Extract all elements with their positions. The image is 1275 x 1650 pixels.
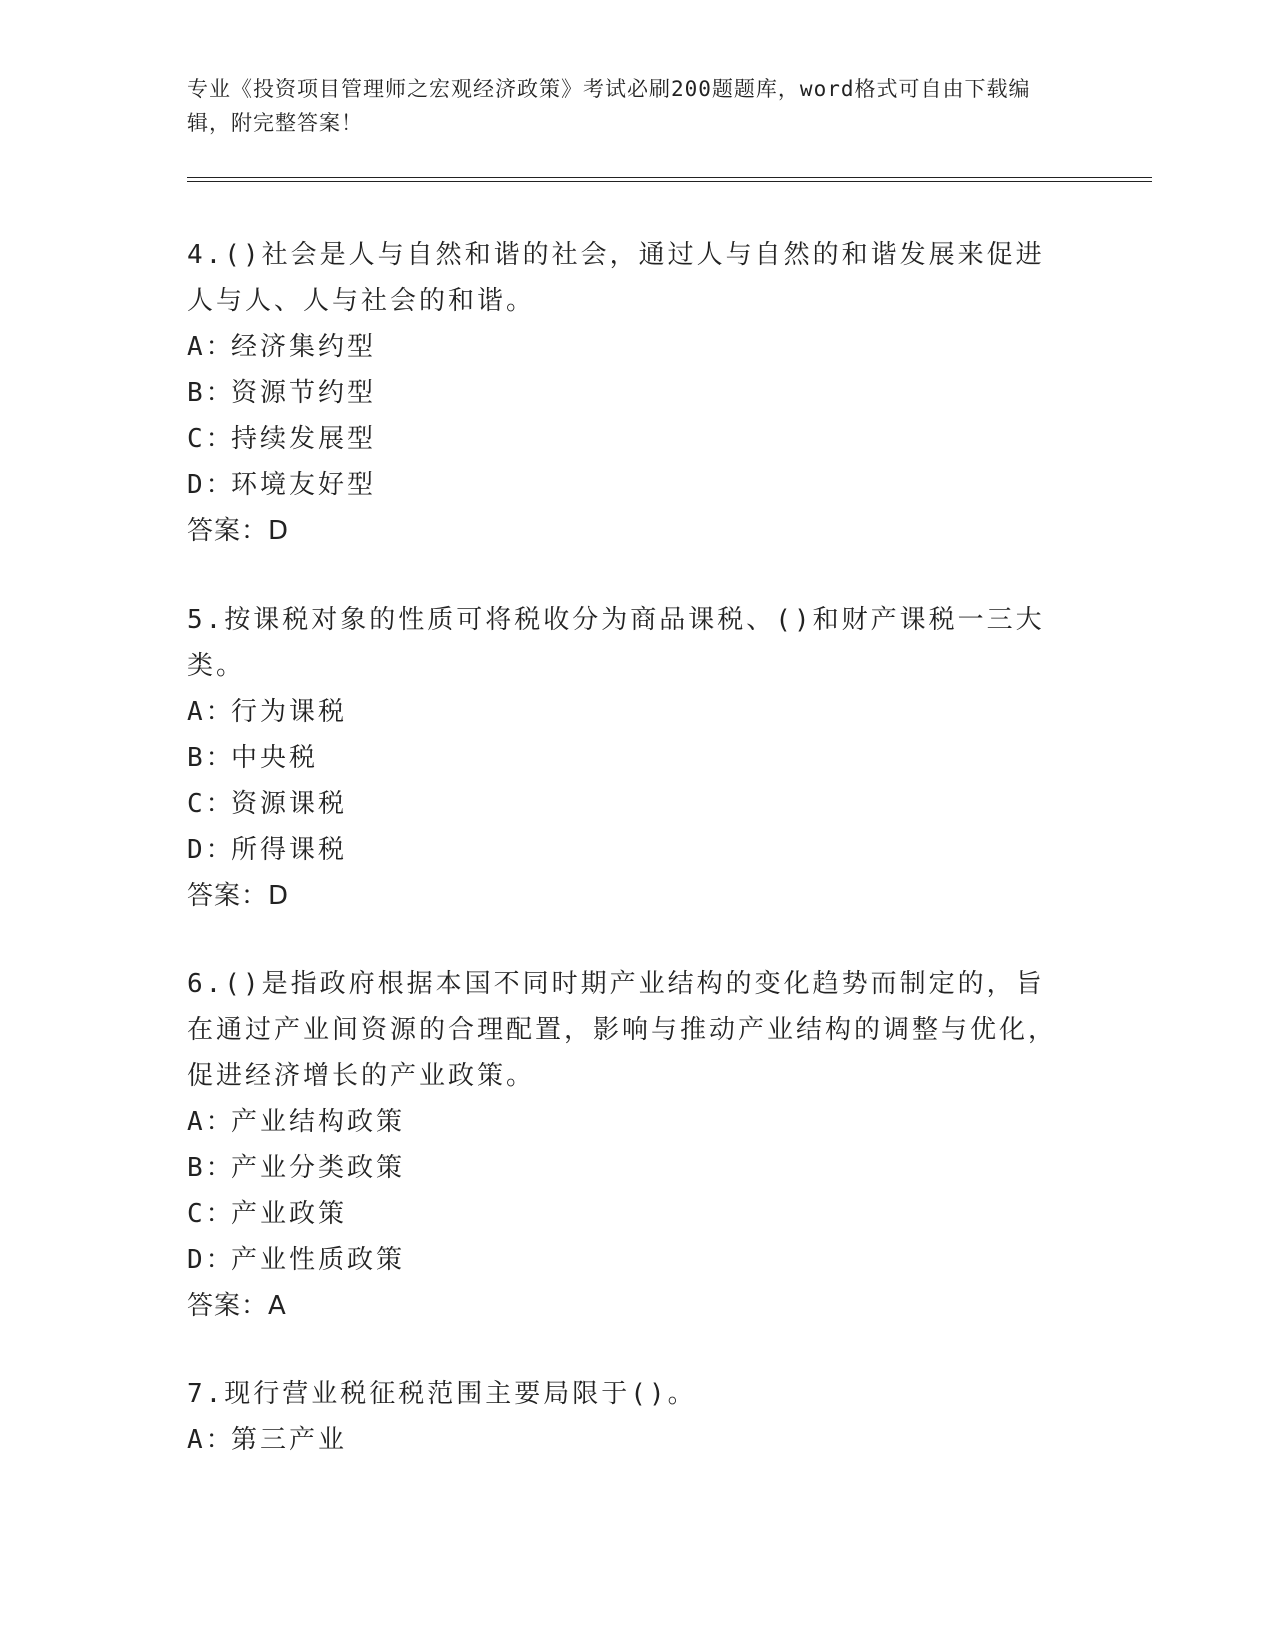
question-stem: 7.现行营业税征税范围主要局限于()。	[187, 1379, 697, 1409]
question-6	[187, 961, 1067, 1329]
option-text: 行为课税	[231, 697, 348, 727]
option-label: A：	[187, 697, 235, 727]
option-b	[187, 1145, 1067, 1191]
option-text: 资源节约型	[231, 378, 377, 408]
option-label: D：	[187, 1245, 235, 1275]
answer: 答案：D	[187, 881, 290, 911]
option-text: 产业性质政策	[231, 1245, 406, 1275]
option-text: 资源课税	[231, 789, 348, 819]
option-text: 所得课税	[231, 835, 348, 865]
option-label: C：	[187, 424, 235, 454]
question-4	[187, 232, 1067, 554]
option-d	[187, 1237, 1067, 1283]
option-text: 第三产业	[231, 1425, 348, 1455]
answer: 答案：D	[187, 516, 290, 546]
option-text: 经济集约型	[231, 332, 377, 362]
question-stem: 4.()社会是人与自然和谐的社会，通过人与自然的和谐发展来促进人与人、人与社会的和谐。	[187, 240, 1045, 316]
document-header: 专业《投资项目管理师之宏观经济政策》考试必刷200题题库，word格式可自由下载编辑，附完整答案！	[187, 77, 1031, 135]
answer: 答案：A	[187, 1291, 287, 1321]
option-c	[187, 1191, 1067, 1237]
option-label: B：	[187, 378, 235, 408]
option-label: D：	[187, 470, 235, 500]
option-c	[187, 781, 1067, 827]
option-label: C：	[187, 1199, 235, 1229]
option-label: B：	[187, 1153, 235, 1183]
option-a	[187, 689, 1067, 735]
option-a	[187, 324, 1067, 370]
option-label: A：	[187, 1107, 235, 1137]
option-text: 环境友好型	[231, 470, 377, 500]
option-a	[187, 1417, 1067, 1463]
option-text: 中央税	[231, 743, 319, 773]
option-label: B：	[187, 743, 235, 773]
option-label: C：	[187, 789, 235, 819]
option-label: D：	[187, 835, 235, 865]
question-5	[187, 597, 1067, 919]
option-text: 产业分类政策	[231, 1153, 406, 1183]
option-text: 产业结构政策	[231, 1107, 406, 1137]
option-c	[187, 416, 1067, 462]
question-stem: 6.()是指政府根据本国不同时期产业结构的变化趋势而制定的，旨在通过产业间资源的合理配置，影响与推动产业结构的调整与优化，促进经济增长的产业政策。	[187, 969, 1058, 1091]
option-label: A：	[187, 332, 235, 362]
option-d	[187, 462, 1067, 508]
question-stem: 5.按课税对象的性质可将税收分为商品课税、()和财产课税一三大类。	[187, 605, 1045, 681]
option-d	[187, 827, 1067, 873]
option-label: A：	[187, 1425, 235, 1455]
option-b	[187, 370, 1067, 416]
header-divider	[187, 177, 1152, 182]
option-a	[187, 1099, 1067, 1145]
question-7	[187, 1371, 1067, 1463]
option-text: 产业政策	[231, 1199, 348, 1229]
option-text: 持续发展型	[231, 424, 377, 454]
option-b	[187, 735, 1067, 781]
